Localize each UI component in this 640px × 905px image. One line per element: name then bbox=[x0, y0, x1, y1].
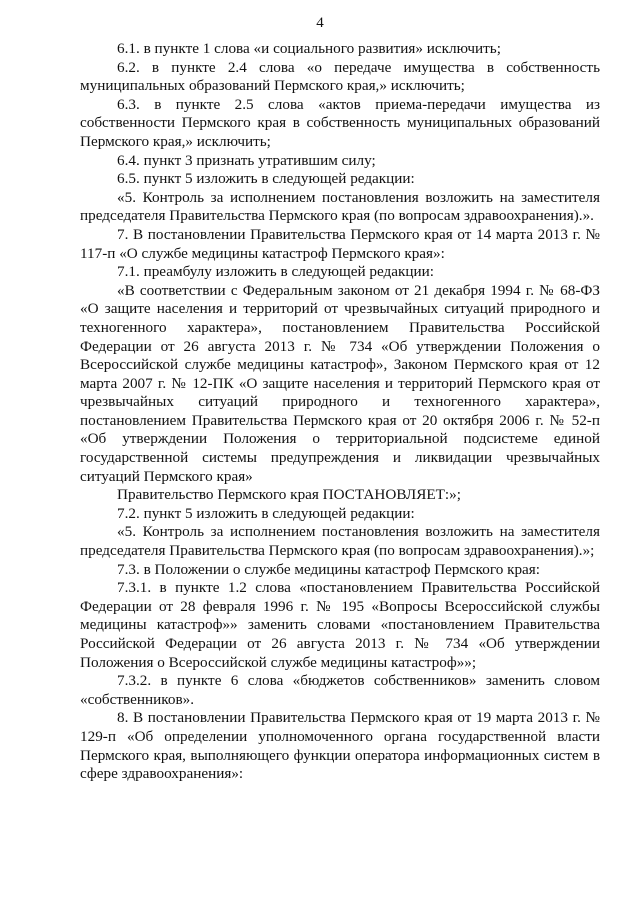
paragraph-6-1: 6.1. в пункте 1 слова «и социального развития» исключить; bbox=[117, 40, 501, 57]
paragraph-6-2: 6.2. в пункте 2.4 слова «о передаче имущества в собственность муниципальных образований Пермского края,» исключить; bbox=[80, 58, 600, 95]
paragraph-7-1-preamble: «В соответствии с Федеральным законом от 21 декабря 1994 г. № 68-ФЗ «О защите населения и территорий от чрезвычайных ситуаций природного и техногенного характера», постановлением Правительства Российской Федерации от 26 августа 2013 г. № 734 «Об утверждении Положения о Всероссийской службе медицины катастроф», Законом Пермского края от 12 марта 2007 г. № 12-ПК «О защите населения и территорий Пермского края от чрезвычайных ситуаций природного и техногенного характера», постановлением Правительства Пермского края от 20 октября 2006 г. № 52-п «Об утверждении Положения о территориальной подсистеме единой государственной системы предупреждения и ликвидации чрезвычайных ситуаций Пермского края» bbox=[80, 281, 600, 485]
paragraph-6-5: 6.5. пункт 5 изложить в следующей редакции: bbox=[117, 170, 415, 188]
document-body bbox=[80, 40, 600, 784]
paragraph-6-4: 6.4. пункт 3 признать утратившим силу; bbox=[117, 151, 376, 169]
paragraph-7: 7. В постановлении Правительства Пермского края от 14 марта 2013 г. № 117-п «О службе медицины катастроф Пермского края»: bbox=[80, 225, 600, 262]
paragraph-6-3: 6.3. в пункте 2.5 слова «актов приема-передачи имущества из собственности Пермского края в собственность муниципальных образований Пермского края,» исключить; bbox=[80, 95, 600, 150]
paragraph-7-2: 7.2. пункт 5 изложить в следующей редакции: bbox=[117, 504, 415, 522]
paragraph-7-1: 7.1. преамбулу изложить в следующей редакции: bbox=[117, 263, 434, 281]
paragraph-7-3: 7.3. в Положении о службе медицины катастроф Пермского края: bbox=[117, 560, 541, 578]
paragraph-8: 8. В постановлении Правительства Пермского края от 19 марта 2013 г. № 129-п «Об определении уполномоченного органа государственной власти Пермского края, выполняющего функции оператора информационных систем в сфере здравоохранения»: bbox=[80, 709, 600, 783]
paragraph-6-5-text: «5. Контроль за исполнением постановления возложить на заместителя председателя Правительства Пермского края (по вопросам здравоохранения).». bbox=[80, 188, 600, 225]
page-number: 4 bbox=[316, 15, 324, 31]
paragraph-7-3-1: 7.3.1. в пункте 1.2 слова «постановлением Правительства Российской Федерации от 28 февраля 1996 г. № 195 «Вопросы Всероссийской службы медицины катастроф»» заменить словами «постановлением Правительства Российской Федерации от 26 августа 2013 г. № 734 «Об утверждении Положения о Всероссийской службе медицины катастроф»»; bbox=[80, 579, 600, 671]
paragraph-7-2-text: «5. Контроль за исполнением постановления возложить на заместителя председателя Правительства Пермского края (по вопросам здравоохранения).»; bbox=[80, 523, 600, 560]
paragraph-7-1-resolves: Правительство Пермского края ПОСТАНОВЛЯЕТ:»; bbox=[117, 486, 461, 504]
paragraph-7-3-2: 7.3.2. в пункте 6 слова «бюджетов собственников» заменить словом «собственников». bbox=[80, 672, 600, 708]
